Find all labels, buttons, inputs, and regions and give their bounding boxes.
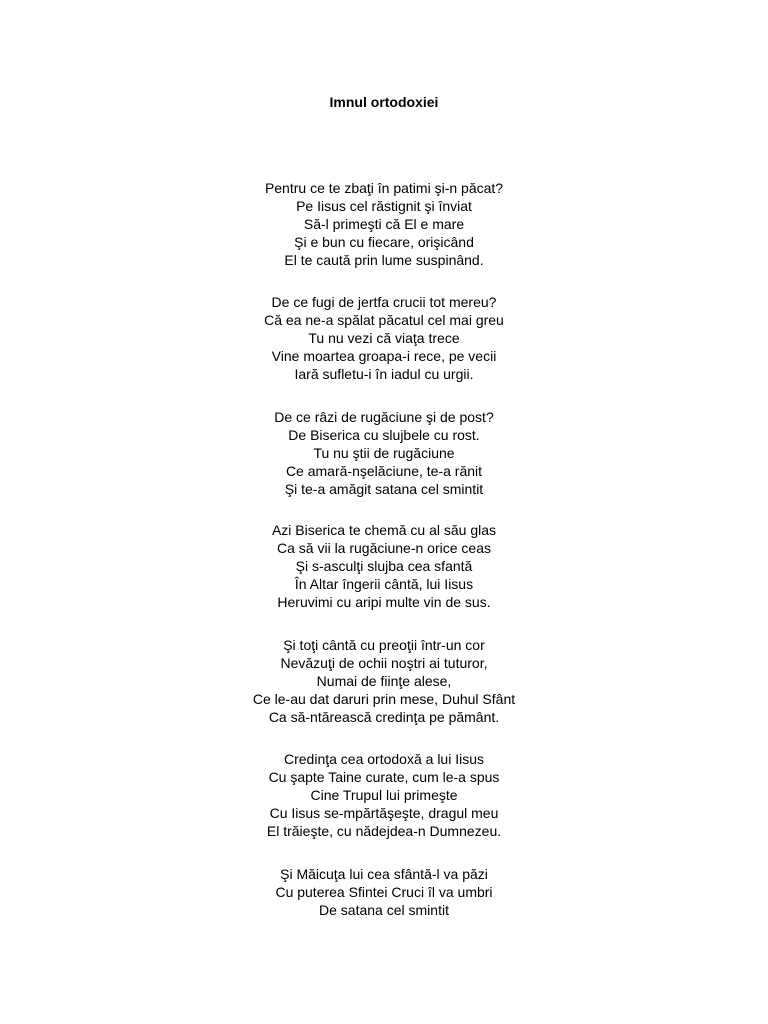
stanza-line: Tu nu vezi că viaţa trece xyxy=(308,330,460,346)
stanza-line: De ce râzi de rugăciune şi de post? xyxy=(274,409,494,425)
stanza-line: Cu Iisus se-mpărtăşeşte, dragul meu xyxy=(269,805,499,821)
stanza-line: Heruvimi cu aripi multe vin de sus. xyxy=(277,594,491,610)
stanza-line: Cu puterea Sfintei Cruci îl va umbri xyxy=(275,884,493,900)
stanza-4 xyxy=(0,521,768,611)
stanza-line: De satana cel smintit xyxy=(319,902,449,918)
stanza-line: Pentru ce te zbaţi în patimi şi-n păcat? xyxy=(264,180,504,196)
stanza-line: Numai de fiinţe alese, xyxy=(316,673,452,689)
stanza-1 xyxy=(0,179,768,269)
stanza-line: El trăieşte, cu nădejdea-n Dumnezeu. xyxy=(266,823,502,839)
stanza-line: Credinţa cea ortodoxă a lui Iisus xyxy=(284,751,484,767)
stanza-line: De ce fugi de jertfa crucii tot mereu? xyxy=(271,294,497,310)
stanza-line: Ce le-au dat daruri prin mese, Duhul Sfânt xyxy=(252,691,516,707)
poem-title: Imnul ortodoxiei xyxy=(329,94,439,110)
stanza-line: Vine moartea groapa-i rece, pe vecii xyxy=(271,348,497,364)
stanza-line: Ca să-ntărească credinţa pe pământ. xyxy=(268,709,500,725)
stanza-line: Pe Iisus cel răstignit şi înviat xyxy=(296,198,472,214)
stanza-line: Şi Măicuţa lui cea sfântă-l va păzi xyxy=(280,866,488,882)
stanza-line: Şi s-asculţi slujba cea sfantă xyxy=(295,558,473,574)
stanza-line: Şi te-a amăgit satana cel smintit xyxy=(284,481,484,497)
stanza-line: Cine Trupul lui primeşte xyxy=(310,787,458,803)
stanza-6 xyxy=(0,750,768,840)
stanza-line: Ce amară-nşelăciune, te-a rănit xyxy=(285,463,483,479)
stanza-line: El te caută prin lume suspinând. xyxy=(284,252,484,268)
stanza-line: Iară sufletu-i în iadul cu urgii. xyxy=(294,366,474,382)
stanza-2 xyxy=(0,293,768,383)
stanza-line: În Altar îngerii cântă, lui Iisus xyxy=(294,576,474,592)
stanza-line: De Biserica cu slujbele cu rost. xyxy=(288,427,480,443)
stanza-7 xyxy=(0,865,768,919)
stanza-line: Şi toţi cântă cu preoţii într-un cor xyxy=(283,637,485,653)
stanza-3 xyxy=(0,408,768,498)
stanza-line: Să-l primeşti că El e mare xyxy=(303,216,465,232)
stanza-line: Şi e bun cu fiecare, orişicând xyxy=(294,234,474,250)
stanza-line: Că ea ne-a spălat păcatul cel mai greu xyxy=(264,312,504,328)
stanza-line: Nevăzuţi de ochii noştri ai tuturor, xyxy=(280,655,488,671)
stanza-line: Azi Biserica te chemă cu al său glas xyxy=(271,522,497,538)
stanza-line: Tu nu ştii de rugăciune xyxy=(313,445,455,461)
stanza-line: Cu şapte Taine curate, cum le-a spus xyxy=(268,769,500,785)
stanza-5 xyxy=(0,636,768,726)
stanza-line: Ca să vii la rugăciune-n orice ceas xyxy=(277,540,491,556)
